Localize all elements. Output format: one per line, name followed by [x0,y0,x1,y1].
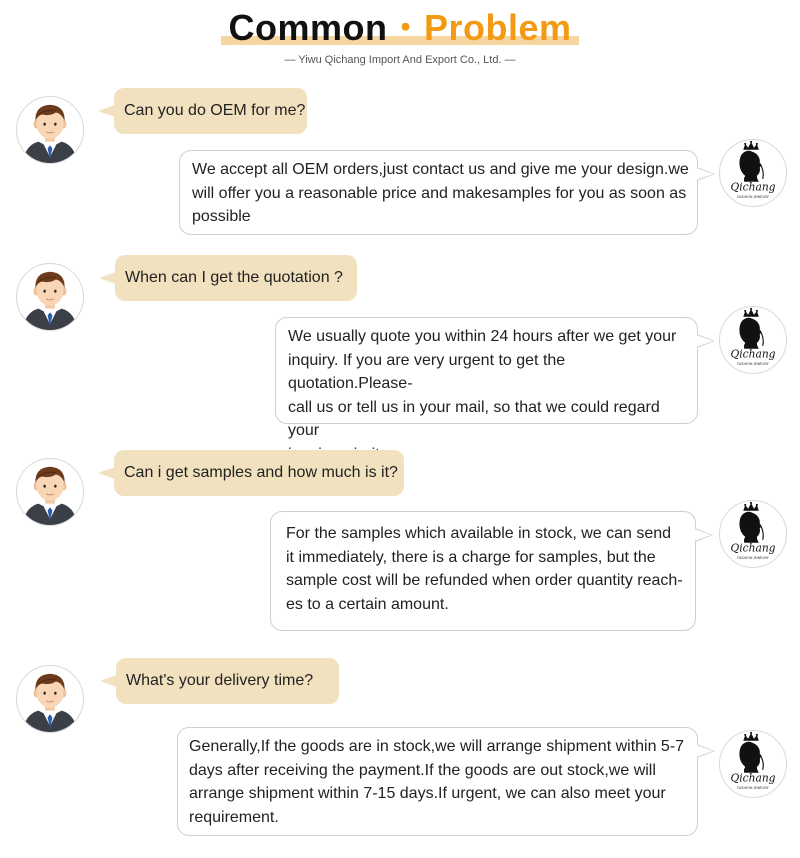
answer-line: sample cost will be refunded when order quantity reach- [286,572,683,589]
answer-line: requirement. [189,808,279,826]
answer-line: will offer you a reasonable price and makesamples for you as soon as [192,184,687,202]
answer-bubble [275,317,698,439]
answer-bubble [270,511,696,631]
answer-line: possible [192,208,251,225]
answer-line: Generally,If the goods are in stock,we will arrange shipment within 5-7 [189,738,685,755]
answer-bubble [177,727,698,836]
bubble-tail [697,744,715,758]
bubble-tail [695,528,713,542]
customer-avatar-icon [16,458,84,526]
answer-line: it immediately, there is a charge for samples, but the [286,548,656,566]
bubble-tail [697,334,715,348]
answer-line: We usually quote you within 24 hours after we get your [288,328,677,345]
customer-avatar-icon [16,665,84,733]
qichang-logo-icon [719,500,787,568]
answer-line: We accept all OEM orders,just contact us and give me your design.we [192,161,689,178]
customer-avatar-icon [16,263,84,331]
answer-line: inquiry. If you are very urgent to get the quotation.Please- [288,351,566,392]
qichang-logo-icon [719,730,787,798]
answer-line: For the samples which available in stock, we can send [286,525,672,542]
answer-bubble [179,150,698,235]
answer-line: arrange shipment within 7-15 days.If urgent, we can also meet your [189,785,666,802]
question-bubble: Can you do OEM for me? [114,88,307,134]
answer-line: days after receiving the payment.If the goods are out stock,we will [189,761,656,779]
answer-line: es to a certain amount. [286,595,449,613]
company-subtitle: — Yiwu Qichang Import And Export Co., Ltd. — [284,54,516,66]
answer-line: call us or tell us in your mail, so that we could regard your [288,398,660,439]
title-word-problem: Problem [423,7,572,48]
question-bubble: Can i get samples and how much is it? [114,450,404,496]
question-bubble: When can I get the quotation ? [115,255,357,301]
page-title [0,8,800,48]
page-header [0,0,800,80]
qichang-logo-icon [719,139,787,207]
qichang-logo-icon [719,306,787,374]
question-bubble: What's your delivery time? [116,658,339,704]
customer-avatar-icon [16,96,84,164]
title-separator: ・ [387,7,424,48]
bubble-tail [697,167,715,181]
title-word-common: Common [228,7,388,48]
